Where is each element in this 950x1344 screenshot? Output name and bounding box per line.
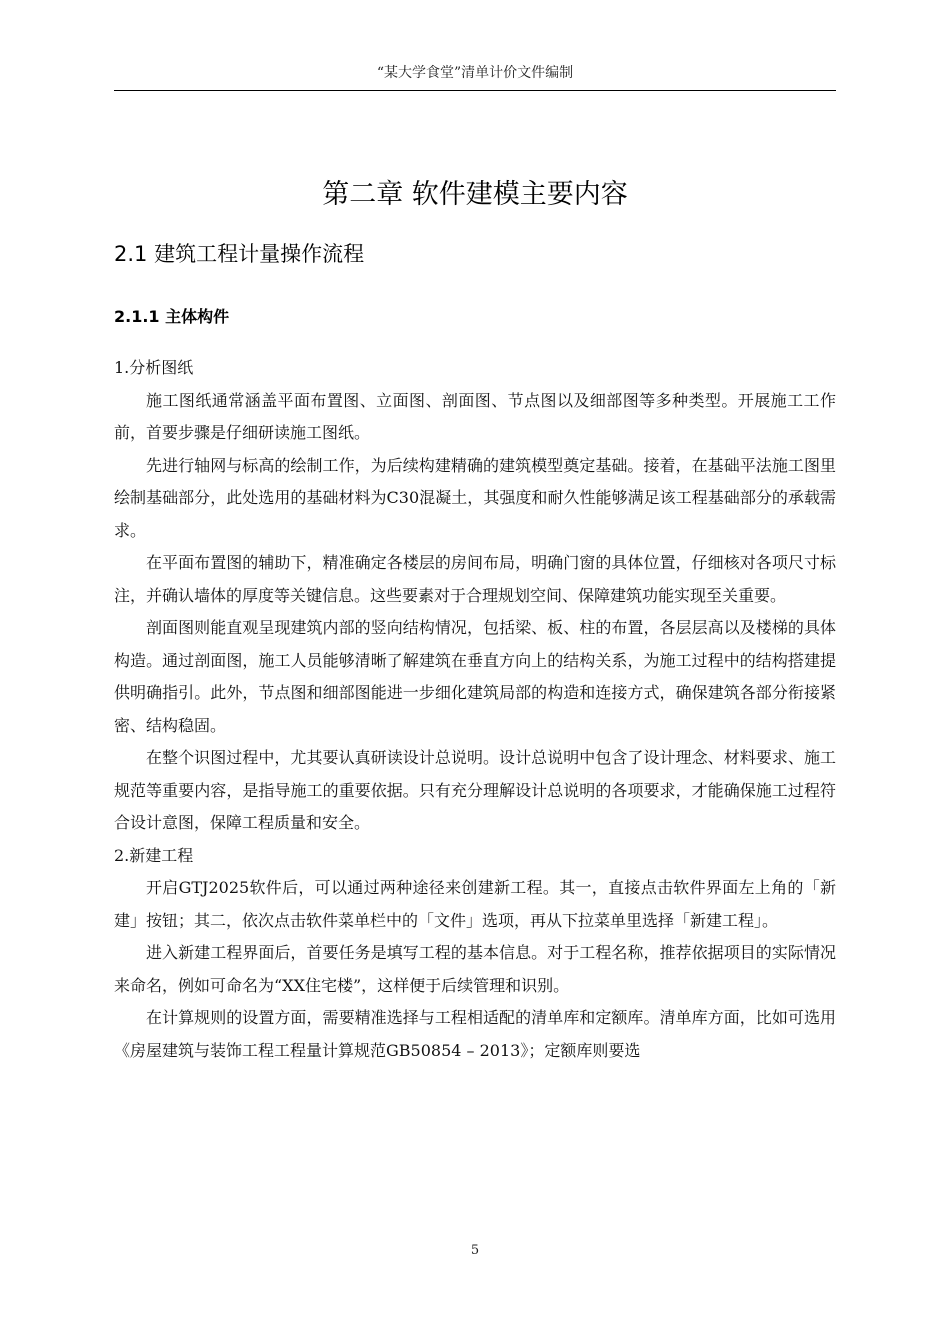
list-item-heading: 2.新建工程 <box>114 845 194 865</box>
body-text <box>114 352 836 1067</box>
paragraph: 剖面图则能直观呈现建筑内部的竖向结构情况，包括梁、板、柱的布置，各层层高以及楼梯的具体构造。通过剖面图，施工人员能够清晰了解建筑在垂直方向上的结构关系，为施工过程中的结构搭建提供明确指引。此外，节点图和细部图能进一步细化建筑局部的构造和连接方式，确保建筑各部分衔接紧密、结构稳固。 <box>114 618 836 735</box>
paragraph: 开启GTJ2025软件后，可以通过两种途径来创建新工程。其一，直接点击软件界面左上角的「新建」按钮；其二，依次点击软件菜单栏中的「文件」选项，再从下拉菜单里选择「新建工程」。 <box>114 878 836 930</box>
page-number: 5 <box>470 1243 480 1258</box>
paragraph: 先进行轴网与标高的绘制工作，为后续构建精确的建筑模型奠定基础。接着，在基础平法施工图里绘制基础部分，此处选用的基础材料为C30混凝土，其强度和耐久性能够满足该工程基础部分的承载需求。 <box>114 455 836 540</box>
header-divider <box>114 90 836 91</box>
running-header: “某大学食堂”清单计价文件编制 <box>376 65 574 81</box>
paragraph: 进入新建工程界面后，首要任务是填写工程的基本信息。对于工程名称，推荐依据项目的实际情况来命名，例如可命名为“XX住宅楼”，这样便于后续管理和识别。 <box>114 943 836 995</box>
list-item-heading: 1.分析图纸 <box>114 358 194 377</box>
chapter-title: 第二章 软件建模主要内容 <box>322 179 628 210</box>
paragraph: 在计算规则的设置方面，需要精准选择与工程相适配的清单库和定额库。清单库方面，比如可选用《房屋建筑与装饰工程工程量计算规范GB50854 – 2013》；定额库则要选 <box>114 1008 836 1060</box>
paragraph: 在平面布置图的辅助下，精准确定各楼层的房间布局，明确门窗的具体位置，仔细核对各项尺寸标注，并确认墙体的厚度等关键信息。这些要素对于合理规划空间、保障建筑功能实现至关重要。 <box>114 553 836 605</box>
section-title: 2.1 建筑工程计量操作流程 <box>114 242 365 266</box>
subsection-title: 2.1.1 主体构件 <box>114 307 230 326</box>
paragraph: 在整个识图过程中，尤其要认真研读设计总说明。设计总说明中包含了设计理念、材料要求、施工规范等重要内容，是指导施工的重要依据。只有充分理解设计总说明的各项要求，才能确保施工过程符合设计意图，保障工程质量和安全。 <box>114 748 836 832</box>
paragraph: 施工图纸通常涵盖平面布置图、立面图、剖面图、节点图以及细部图等多种类型。开展施工工作前，首要步骤是仔细研读施工图纸。 <box>114 390 836 442</box>
